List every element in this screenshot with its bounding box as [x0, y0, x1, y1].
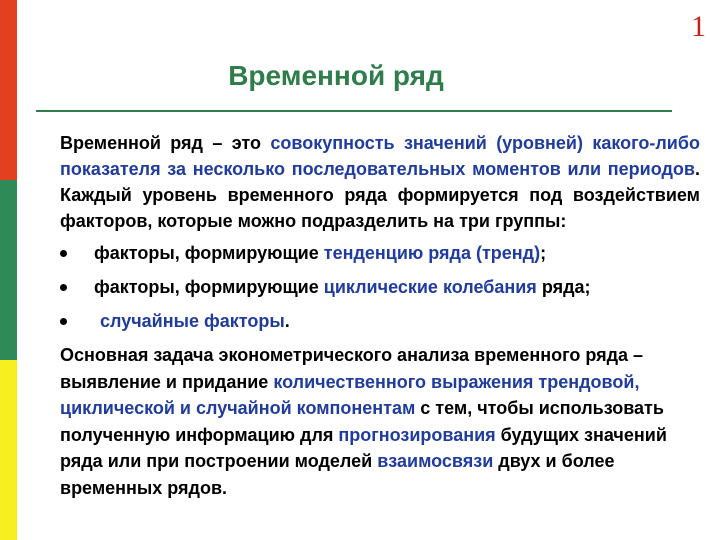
- factor-list: [60, 236, 700, 338]
- definition-text-2: . Каждый уровень временного ряда формируется под воздействием факторов, которые можно подразделить на три группы:: [60, 159, 700, 231]
- side-bar-red: [0, 0, 17, 180]
- bullet-text: факторы, формирующие: [94, 277, 324, 297]
- definition-paragraph: [60, 130, 700, 234]
- slide-number: 1: [691, 10, 706, 43]
- list-item: [60, 304, 700, 338]
- task-text-4: двух и более временных рядов.: [60, 451, 615, 498]
- bullet-text-end: ряда;: [536, 277, 591, 297]
- side-bar-yellow: [0, 360, 17, 540]
- definition-text-1: Временной ряд – это: [60, 133, 271, 153]
- bullet-highlight: циклические колебания: [323, 277, 537, 297]
- side-bar-green: [0, 180, 17, 360]
- bullet-highlight: тенденцию ряда (тренд): [323, 243, 541, 263]
- title-underline: [36, 110, 672, 112]
- task-text-2: с тем, чтобы использовать полученную информацию для: [60, 398, 664, 445]
- bullet-highlight: случайные факторы: [100, 311, 285, 331]
- bullet-text-end: ;: [540, 243, 547, 263]
- task-text-1: Основная задача эконометрического анализа временного ряда – выявление и придание: [60, 345, 644, 392]
- bullet-icon: [60, 250, 67, 257]
- list-item: [60, 236, 700, 270]
- slide-content: [60, 130, 700, 501]
- bullet-text: факторы, формирующие: [94, 243, 324, 263]
- bullet-text-end: .: [284, 311, 290, 331]
- definition-highlight: совокупность значений (уровней) какого-либо показателя за несколько последовательных моментов или периодов: [60, 133, 700, 179]
- list-item: [60, 270, 700, 304]
- slide-title: Временной ряд: [228, 60, 444, 91]
- task-highlight-2: прогнозирования: [338, 424, 496, 445]
- task-paragraph: [60, 342, 700, 501]
- bullet-icon: [60, 318, 67, 325]
- task-highlight-1: количественного выражения трендовой, циклической и случайной компонентам: [60, 371, 640, 418]
- bullet-icon: [60, 284, 67, 291]
- task-text-3: будущих значений ряда или при построении моделей: [60, 424, 667, 471]
- task-highlight-3: взаимосвязи: [377, 451, 494, 471]
